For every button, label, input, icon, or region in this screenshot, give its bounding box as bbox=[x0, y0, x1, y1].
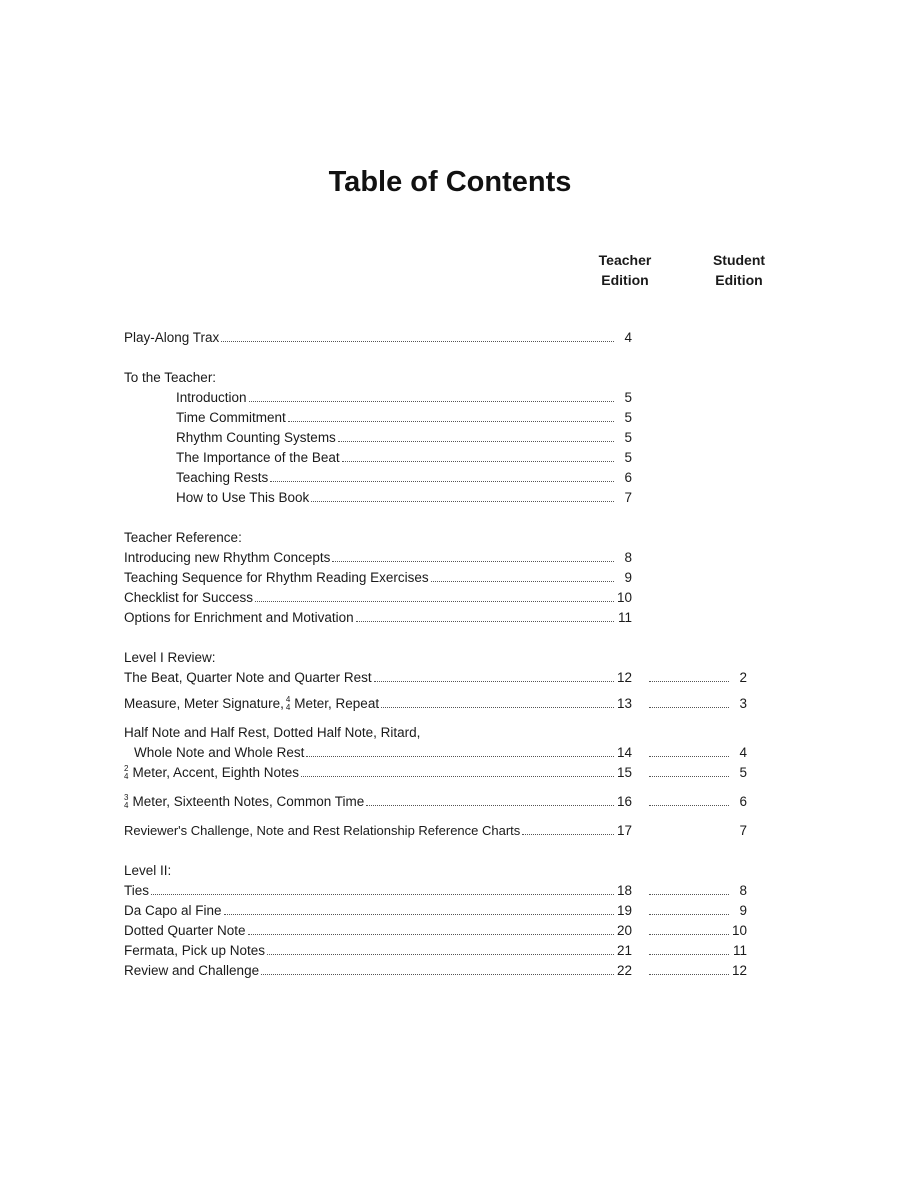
dot-leader bbox=[522, 834, 614, 835]
entry-label: Teaching Sequence for Rhythm Reading Exercises bbox=[124, 570, 429, 585]
entry-label: Whole Note and Whole Rest bbox=[134, 745, 305, 760]
dot-leader bbox=[649, 914, 729, 915]
dot-leader bbox=[366, 805, 614, 806]
student-edition-column-header bbox=[694, 250, 784, 290]
entry-label bbox=[124, 694, 379, 714]
toc-entry-checklist-for-success bbox=[124, 588, 750, 608]
teacher-page-number: 5 bbox=[624, 390, 632, 405]
dot-leader bbox=[649, 707, 729, 708]
dot-leader bbox=[374, 681, 614, 682]
student-page-number: 3 bbox=[739, 696, 747, 711]
time-signature bbox=[124, 765, 128, 781]
teacher-page-number: 16 bbox=[616, 794, 632, 809]
student-page-number: 7 bbox=[739, 823, 747, 838]
toc-entry-options-for-enrichment bbox=[124, 608, 750, 628]
entry-label: Introducing new Rhythm Concepts bbox=[124, 550, 331, 565]
entry-label: Play-Along Trax bbox=[124, 330, 220, 345]
teacher-page-number: 5 bbox=[624, 410, 632, 425]
dot-leader bbox=[224, 914, 614, 915]
dot-leader bbox=[267, 954, 614, 955]
dot-leader bbox=[306, 756, 614, 757]
toc-entry-the-beat bbox=[124, 668, 750, 688]
toc-entry-reviewers-challenge bbox=[124, 821, 750, 841]
page-title: Table of Contents bbox=[328, 166, 572, 198]
dot-leader bbox=[649, 776, 729, 777]
teacher-page-number: 9 bbox=[624, 570, 632, 585]
dot-leader bbox=[342, 461, 614, 462]
dot-leader bbox=[338, 441, 614, 442]
toc-entry-whole-note-and-whole-rest bbox=[124, 743, 750, 763]
entry-label: How to Use This Book bbox=[176, 490, 310, 505]
entry-label-post: Meter, Sixteenth Notes, Common Time bbox=[132, 794, 365, 809]
student-page-number: 12 bbox=[731, 963, 747, 978]
entry-label: Introduction bbox=[176, 390, 247, 405]
time-signature-top: 3 bbox=[124, 793, 129, 803]
teacher-page-number: 17 bbox=[616, 823, 632, 838]
teacher-page-number: 7 bbox=[624, 490, 632, 505]
dot-leader bbox=[649, 756, 729, 757]
entry-label bbox=[124, 792, 364, 812]
dot-leader bbox=[649, 681, 729, 682]
dot-leader bbox=[649, 805, 729, 806]
dot-leader bbox=[221, 341, 614, 342]
section-heading-teacher-reference: Teacher Reference: bbox=[124, 530, 242, 545]
dot-leader bbox=[649, 934, 729, 935]
dot-leader bbox=[255, 601, 614, 602]
entry-label-pre: Measure, Meter Signature, bbox=[124, 696, 284, 711]
entry-label-post: Meter, Accent, Eighth Notes bbox=[132, 765, 300, 780]
teacher-header-line1: Teacher bbox=[598, 252, 652, 268]
teacher-page-number: 10 bbox=[616, 590, 632, 605]
time-signature bbox=[124, 794, 128, 810]
toc-entry-rhythm-counting-systems bbox=[124, 428, 750, 448]
student-page-number: 5 bbox=[739, 765, 747, 780]
entry-label: The Importance of the Beat bbox=[176, 450, 340, 465]
dot-leader bbox=[332, 561, 614, 562]
section-heading-level-2: Level II: bbox=[124, 863, 172, 878]
student-page-number: 4 bbox=[739, 745, 747, 760]
toc-entry-introduction bbox=[124, 388, 750, 408]
teacher-page-number: 5 bbox=[624, 430, 632, 445]
teacher-page-number: 21 bbox=[616, 943, 632, 958]
entry-label-line1: Half Note and Half Rest, Dotted Half Note, Ritard, bbox=[124, 725, 421, 740]
toc-entry-introducing-new-rhythm-concepts bbox=[124, 548, 750, 568]
teacher-page-number: 19 bbox=[616, 903, 632, 918]
student-header-line1: Student bbox=[712, 252, 766, 268]
student-header-line2: Edition bbox=[715, 272, 763, 288]
time-signature-top: 4 bbox=[285, 695, 291, 705]
dot-leader bbox=[261, 974, 614, 975]
toc-entry-fermata-pick-up-notes bbox=[124, 941, 750, 961]
time-signature-bottom: 4 bbox=[124, 772, 129, 782]
toc-entry-teaching-sequence bbox=[124, 568, 750, 588]
entry-label: The Beat, Quarter Note and Quarter Rest bbox=[124, 670, 372, 685]
dot-leader bbox=[301, 776, 614, 777]
entry-label: Time Commitment bbox=[176, 410, 286, 425]
teacher-page-number: 22 bbox=[616, 963, 632, 978]
dot-leader bbox=[649, 954, 729, 955]
toc-entry-importance-of-the-beat bbox=[124, 448, 750, 468]
time-signature-bottom: 4 bbox=[285, 703, 291, 713]
entry-label: Dotted Quarter Note bbox=[124, 923, 246, 938]
teacher-page-number: 14 bbox=[616, 745, 632, 760]
toc-entry-time-commitment bbox=[124, 408, 750, 428]
dot-leader bbox=[151, 894, 614, 895]
dot-leader bbox=[649, 894, 729, 895]
toc-entry-ties bbox=[124, 881, 750, 901]
entry-label: Fermata, Pick up Notes bbox=[124, 943, 266, 958]
toc-entry-review-and-challenge bbox=[124, 961, 750, 981]
dot-leader bbox=[270, 481, 614, 482]
entry-label: Checklist for Success bbox=[124, 590, 254, 605]
teacher-page-number: 15 bbox=[616, 765, 632, 780]
teacher-page-number: 8 bbox=[624, 550, 632, 565]
dot-leader bbox=[311, 501, 614, 502]
toc-entry-measure-meter-signature bbox=[124, 694, 750, 714]
entry-label: Review and Challenge bbox=[124, 963, 260, 978]
student-page-number: 11 bbox=[732, 943, 747, 958]
entry-label-post: Meter, Repeat bbox=[294, 696, 380, 711]
student-page-number: 2 bbox=[739, 670, 747, 685]
teacher-page-number: 12 bbox=[616, 670, 632, 685]
toc-entry-da-capo-al-fine bbox=[124, 901, 750, 921]
teacher-page-number: 11 bbox=[617, 610, 632, 625]
dot-leader bbox=[381, 707, 614, 708]
teacher-header-line2: Edition bbox=[601, 272, 649, 288]
teacher-page-number: 13 bbox=[616, 696, 632, 711]
student-page-number: 9 bbox=[739, 903, 747, 918]
entry-label: Teaching Rests bbox=[176, 470, 269, 485]
time-signature-top: 2 bbox=[124, 764, 129, 774]
dot-leader bbox=[649, 974, 729, 975]
toc-entry-three-four-meter bbox=[124, 792, 750, 812]
dot-leader bbox=[431, 581, 614, 582]
dot-leader bbox=[288, 421, 614, 422]
entry-label: Ties bbox=[124, 883, 150, 898]
teacher-page-number: 6 bbox=[624, 470, 632, 485]
entry-label bbox=[124, 763, 299, 783]
entry-label: Options for Enrichment and Motivation bbox=[124, 610, 354, 625]
section-heading-level-1-review: Level I Review: bbox=[124, 650, 216, 665]
entry-label: Da Capo al Fine bbox=[124, 903, 222, 918]
dot-leader bbox=[356, 621, 614, 622]
dot-leader bbox=[248, 934, 614, 935]
student-page-number: 6 bbox=[739, 794, 747, 809]
toc-entry-play-along-trax bbox=[124, 328, 750, 348]
toc-entry-teaching-rests bbox=[124, 468, 750, 488]
teacher-page-number: 5 bbox=[624, 450, 632, 465]
teacher-page-number: 18 bbox=[616, 883, 632, 898]
dot-leader bbox=[249, 401, 614, 402]
toc-entry-how-to-use-this-book bbox=[124, 488, 750, 508]
time-signature bbox=[286, 696, 290, 712]
toc-entry-two-four-meter bbox=[124, 763, 750, 783]
entry-label: Reviewer's Challenge, Note and Rest Relationship Reference Charts bbox=[124, 823, 521, 838]
toc-entry-dotted-quarter-note bbox=[124, 921, 750, 941]
teacher-edition-column-header bbox=[580, 250, 670, 290]
entry-label: Rhythm Counting Systems bbox=[176, 430, 336, 445]
teacher-page-number: 20 bbox=[616, 923, 632, 938]
section-heading-to-the-teacher: To the Teacher: bbox=[124, 370, 217, 385]
student-page-number: 10 bbox=[731, 923, 747, 938]
time-signature-bottom: 4 bbox=[124, 801, 129, 811]
teacher-page-number: 4 bbox=[624, 330, 632, 345]
student-page-number: 8 bbox=[739, 883, 747, 898]
